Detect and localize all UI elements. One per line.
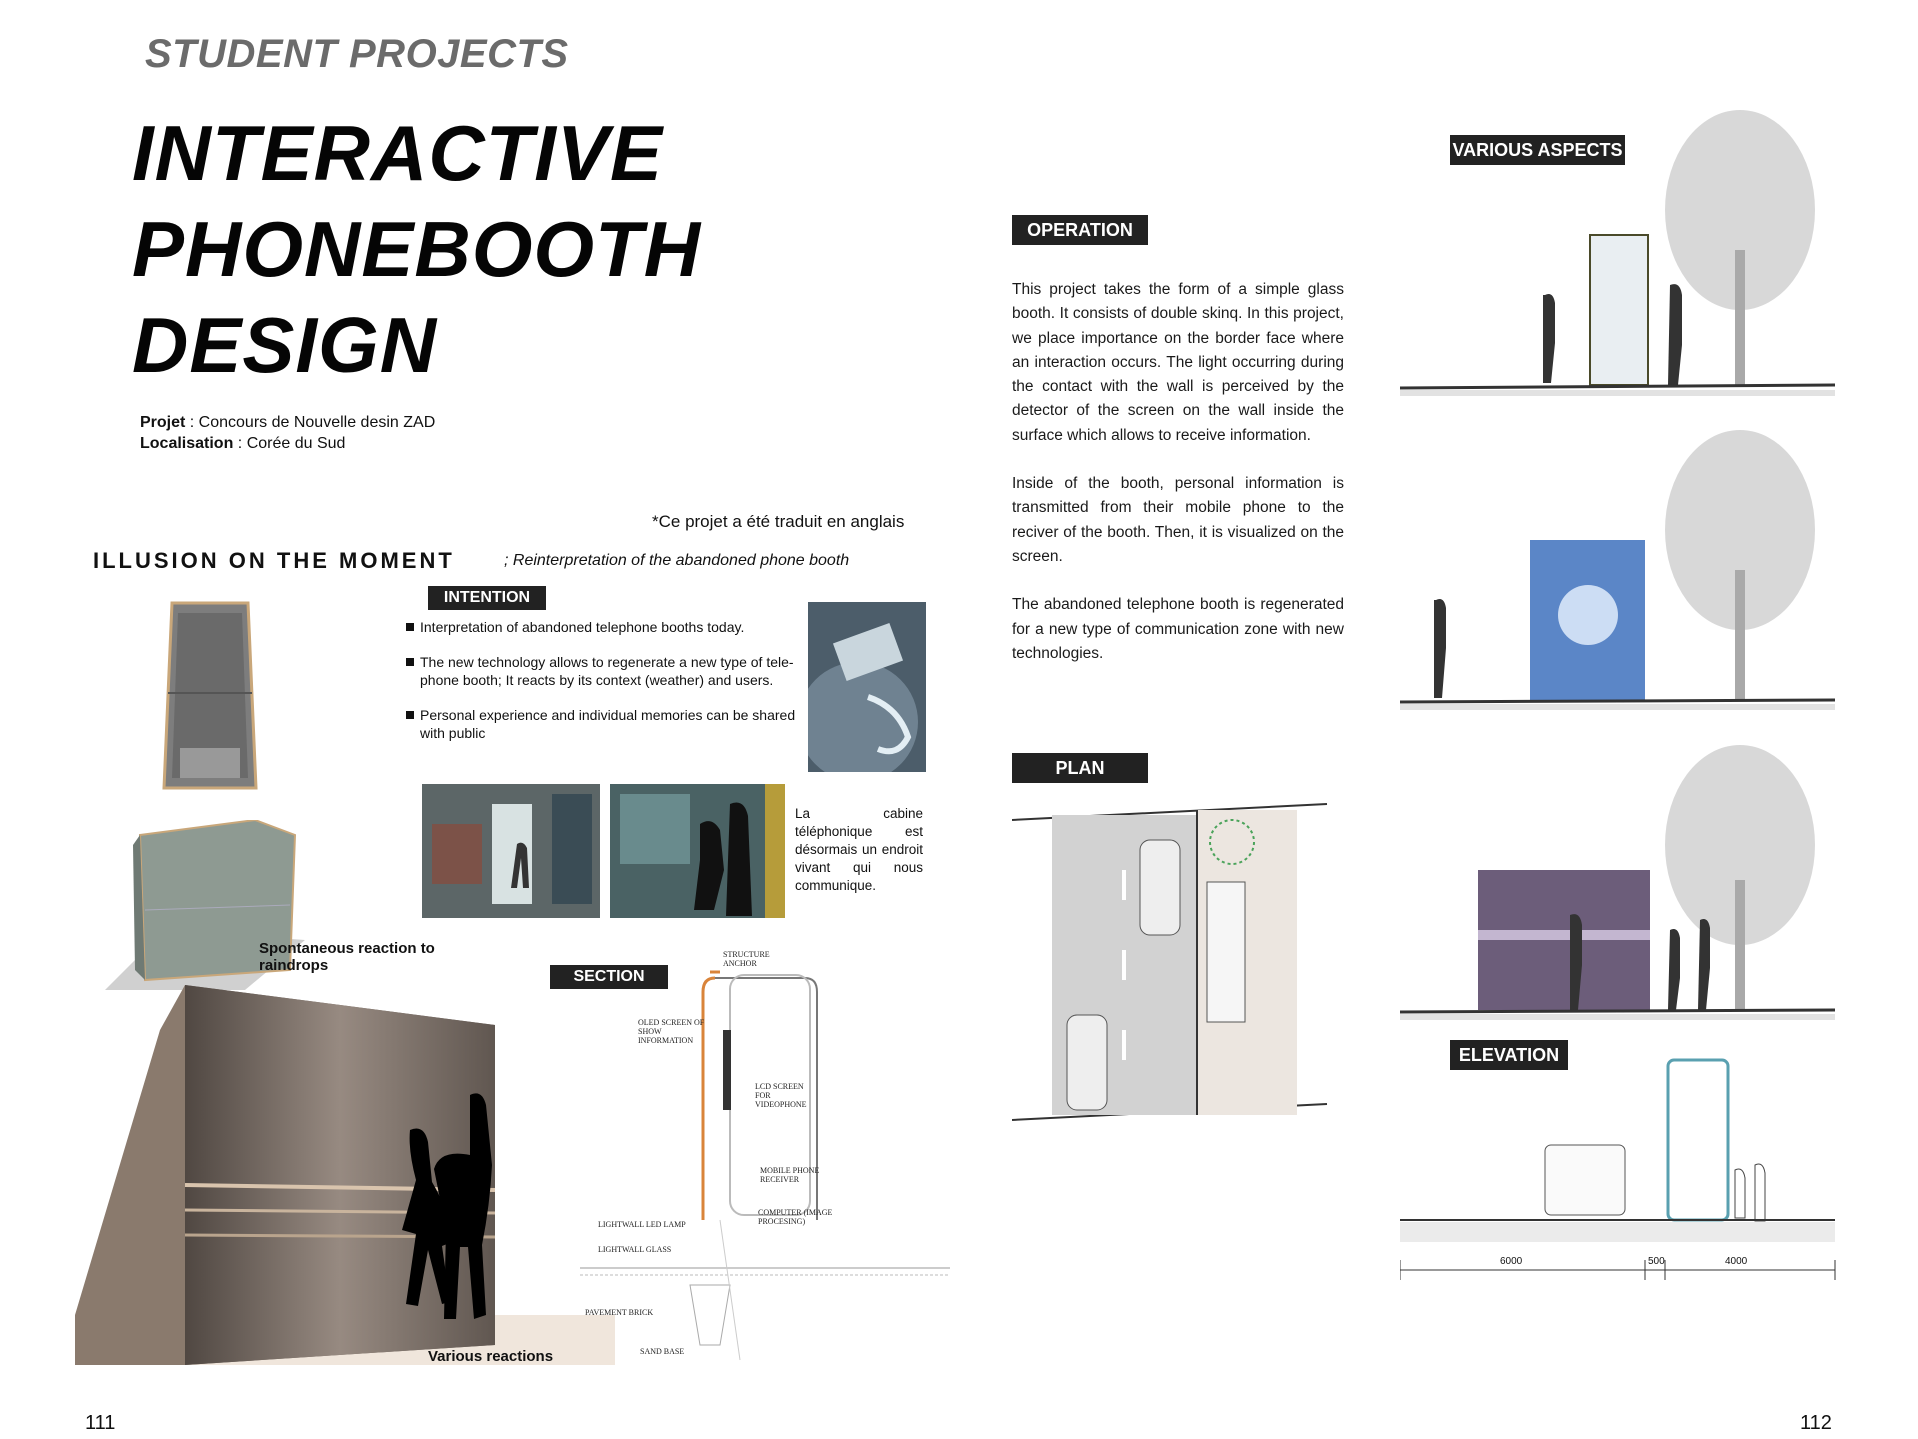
title-line-1: INTERACTIVE [132, 109, 664, 197]
title-line-2: PHONEBOOTH [132, 205, 702, 293]
booth-render-large [75, 985, 615, 1365]
intention-bullet-3: Personal experience and individual memories can be shared with public [406, 706, 810, 742]
operation-paragraph-1: This project takes the form of a simple glass booth. It consists of double skinq. In this project, we place importance on the border face where an interaction occurs. The light occurring during the contact with the wall is perceived by the detector of the screen on the wall inside the surface which allows to receive information. [1012, 281, 1344, 444]
label-led-lamp: LIGHTWALL LED LAMP [598, 1220, 686, 1229]
bullet-square-icon [406, 658, 414, 666]
bullet-square-icon [406, 623, 414, 631]
elevation-drawing [1400, 1050, 1840, 1290]
plan-drawing [1012, 800, 1332, 1130]
operation-text [1012, 278, 1344, 690]
interior-photo-2 [610, 784, 785, 918]
title-line-3: DESIGN [132, 301, 438, 389]
page-number-right: 112 [1800, 1412, 1832, 1434]
dim-6000: 6000 [1500, 1256, 1523, 1267]
intention-label: INTENTION [428, 586, 546, 610]
section-title: ILLUSION ON THE MOMENT [93, 548, 455, 573]
elevation-label: ELEVATION [1450, 1040, 1568, 1070]
various-reactions-caption: Various reactions [428, 1348, 554, 1365]
label-oled: OLED SCREEN OF SHOW INFORMATION [638, 1018, 705, 1045]
section-subtitle: ; Reinterpretation of the abandoned phone booth [504, 552, 850, 569]
page-number-left: 111 [85, 1412, 116, 1434]
label-sand: SAND BASE [640, 1347, 685, 1356]
translation-note: *Ce projet a été traduit en anglais [652, 512, 905, 531]
section-drawing [580, 950, 960, 1370]
operation-paragraph-2: Inside of the booth, personal information is transmitted from their mobile phone to the reciver of the booth. Then, it is visualized on the screen. [1012, 475, 1344, 565]
plan-label: PLAN [1012, 753, 1148, 783]
booth-render-top [150, 598, 270, 798]
bullet-square-icon [406, 711, 414, 719]
various-aspects-label: VARIOUS ASPECTS [1450, 135, 1625, 165]
dim-500: 500 [1648, 1256, 1665, 1267]
label-mobile: MOBILE PHONE RECEIVER [760, 1166, 820, 1184]
section-label: SECTION [550, 965, 668, 989]
label-structure-anchor: STRUCTURE ANCHOR [723, 950, 770, 968]
project-meta [140, 412, 435, 454]
label-pavement: PAVEMENT BRICK [585, 1308, 654, 1317]
projet-label: Projet [140, 414, 186, 431]
projet-value: : Concours de Nouvelle desin ZAD [185, 414, 436, 431]
dim-4000: 4000 [1725, 1256, 1748, 1267]
interior-photo-1 [422, 784, 600, 918]
intention-bullet-2: The new technology allows to regenerate a new type of tele-phone booth; It reacts by its context (weather) and users. [406, 653, 810, 689]
intention-bullet-1: Interpretation of abandoned telephone booths today. [406, 618, 796, 636]
aspect-drawing-3 [1400, 740, 1840, 1030]
aspect-drawing-2 [1400, 420, 1840, 710]
operation-label: OPERATION [1012, 215, 1148, 245]
french-caption: La cabine téléphonique est désormais un endroit vivant qui nous communique. [795, 806, 923, 893]
raindrops-caption: Spontaneous reaction to raindrops [259, 940, 435, 974]
kicker: STUDENT PROJECTS [145, 32, 569, 76]
aspect-drawing-1 [1400, 100, 1840, 400]
page-title [132, 105, 701, 393]
localisation-label: Localisation [140, 435, 234, 452]
label-glass: LIGHTWALL GLASS [598, 1245, 672, 1254]
operation-paragraph-3: The abandoned telephone booth is regenerated for a new type of communication zone with new technologies. [1012, 596, 1344, 662]
localisation-value: : Corée du Sud [233, 435, 346, 452]
label-computer: COMPUTER (IMAGE PROCESING) [758, 1208, 833, 1226]
label-lcd: LCD SCREEN FOR VIDEOPHONE [755, 1082, 807, 1109]
phone-receiver-photo [808, 602, 926, 772]
